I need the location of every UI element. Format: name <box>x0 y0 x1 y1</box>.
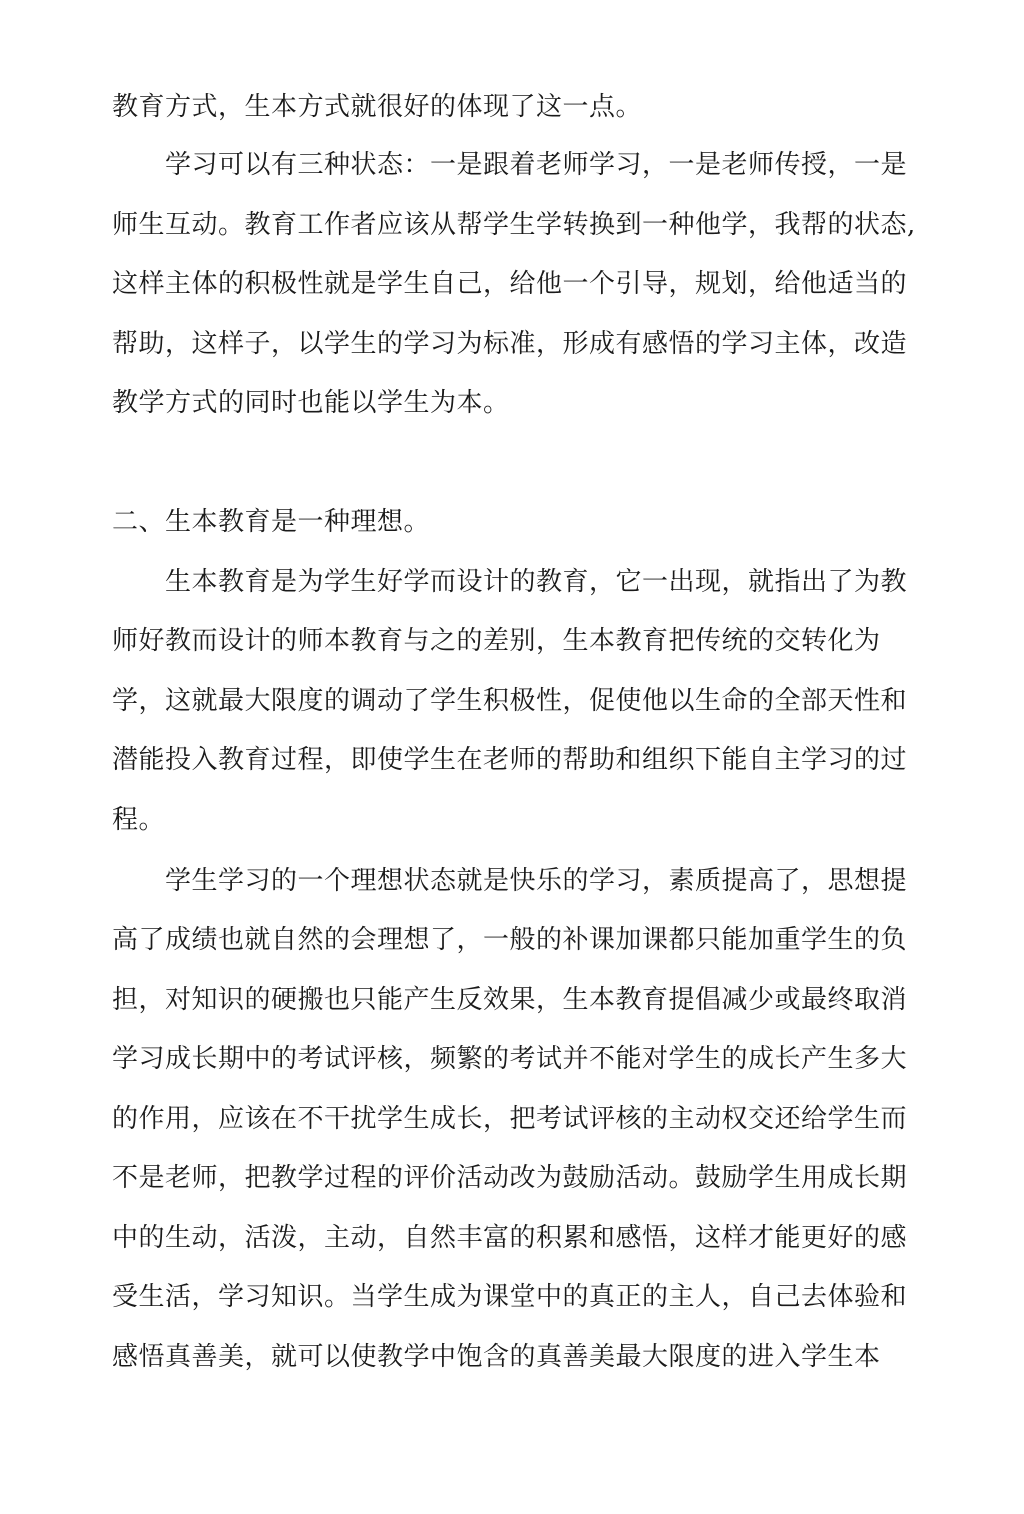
paragraph-line: 学，这就最大限度的调动了学生积极性，促使他以生命的全部天性和 <box>112 686 908 716</box>
paragraph-line: 师生互动。教育工作者应该从帮学生学转换到一种他学，我帮的状态, <box>112 210 916 240</box>
paragraph-line: 程。 <box>112 805 166 835</box>
paragraph-line: 中的生动，活泼，主动，自然丰富的积累和感悟，这样才能更好的感 <box>112 1223 908 1253</box>
paragraph-line: 感悟真善美，就可以使教学中饱含的真善美最大限度的进入学生本 <box>112 1342 881 1372</box>
paragraph-line: 高了成绩也就自然的会理想了，一般的补课加课都只能加重学生的负 <box>112 925 908 955</box>
paragraph-line: 受生活，学习知识。当学生成为课堂中的真正的主人，自己去体验和 <box>112 1282 908 1312</box>
paragraph-line: 帮助，这样子，以学生的学习为标准，形成有感悟的学习主体，改造 <box>112 329 908 359</box>
paragraph-line: 教育方式，生本方式就很好的体现了这一点。 <box>112 92 643 122</box>
section-heading: 二、生本教育是一种理想。 <box>112 507 431 537</box>
paragraph-line: 潜能投入教育过程，即使学生在老师的帮助和组织下能自主学习的过 <box>112 745 908 775</box>
paragraph-line: 师好教而设计的师本教育与之的差别，生本教育把传统的交转化为 <box>112 626 881 656</box>
paragraph-line: 学习可以有三种状态：一是跟着老师学习，一是老师传授，一是 <box>165 150 908 180</box>
paragraph-line: 生本教育是为学生好学而设计的教育，它一出现，就指出了为教 <box>165 567 908 597</box>
paragraph-line: 学生学习的一个理想状态就是快乐的学习，素质提高了，思想提 <box>165 866 908 896</box>
paragraph-line: 不是老师，把教学过程的评价活动改为鼓励活动。鼓励学生用成长期 <box>112 1163 908 1193</box>
paragraph-line: 学习成长期中的考试评核，频繁的考试并不能对学生的成长产生多大 <box>112 1044 908 1074</box>
paragraph-line: 的作用，应该在不干扰学生成长，把考试评核的主动权交还给学生而 <box>112 1104 908 1134</box>
paragraph-line: 担，对知识的硬搬也只能产生反效果，生本教育提倡减少或最终取消 <box>112 985 908 1015</box>
paragraph-line: 这样主体的积极性就是学生自己，给他一个引导，规划，给他适当的 <box>112 269 908 299</box>
paragraph-line: 教学方式的同时也能以学生为本。 <box>112 388 510 418</box>
